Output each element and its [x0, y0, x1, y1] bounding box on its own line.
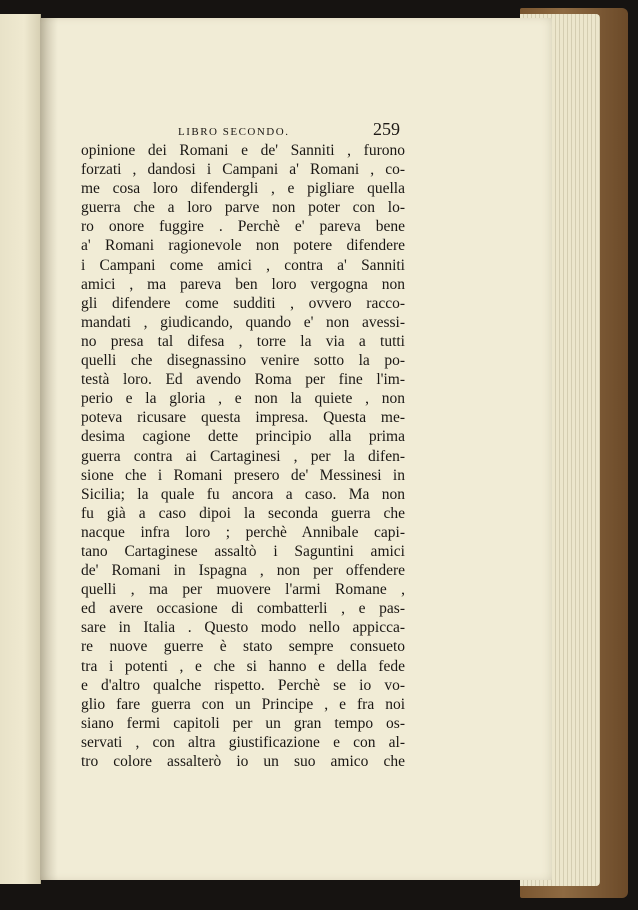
text-line: tra i potenti , e che si hanno e della fede [81, 657, 405, 675]
text-line: servati , con altra giustificazione e con al- [81, 733, 405, 751]
text-line: re nuove guerre è stato sempre consueto [81, 638, 405, 656]
facing-page-edge [0, 14, 41, 884]
text-line: ed avere occasione di combatterli , e pas- [81, 600, 405, 618]
page-number: 259 [373, 119, 400, 139]
text-line: ro onore fuggire . Perchè e' pareva bene [81, 218, 405, 236]
page-header [178, 119, 400, 141]
text-line: opinione dei Romani e de' Sanniti , furono [81, 142, 405, 159]
text-line: a' Romani ragionevole non potere difendere [81, 237, 405, 255]
text-line: gli difendere come sudditi , ovvero racco- [81, 294, 405, 312]
text-line: fu già a caso dipoi la seconda guerra che [81, 504, 405, 522]
text-line: perio e la gloria , e non la quiete , non [81, 390, 405, 408]
text-line: quelli che disegnassino venire sotto la po- [81, 352, 405, 370]
text-line: guerra contra ai Cartaginesi , per la difen- [81, 447, 405, 465]
gutter-shadow [40, 18, 58, 880]
text-line: tano Cartaginese assaltò i Saguntini amici [81, 542, 405, 560]
text-line: me cosa loro difendergli , e pigliare quella [81, 180, 405, 198]
text-line: nacque infra loro ; perchè Annibale capi- [81, 523, 405, 541]
text-line: glio fare guerra con un Principe , e fra noi [81, 695, 405, 713]
text-line: testà loro. Ed avendo Roma per fine l'im- [81, 371, 405, 389]
body-text [81, 141, 405, 771]
text-line: siano fermi capitoli per un gran tempo os- [81, 714, 405, 732]
text-line: de' Romani in Ispagna , non per offendere [81, 562, 405, 580]
text-line: poteva ricusare questa impresa. Questa me- [81, 409, 405, 427]
text-line: i Campani come amici , contra a' Sanniti [81, 256, 405, 274]
running-head: LIBRO SECONDO. [178, 126, 290, 138]
text-line: sare in Italia . Questo modo nello appicca- [81, 619, 405, 637]
text-line: quelli , ma per muovere l'armi Romane , [81, 581, 405, 599]
text-line: no presa tal difesa , torre la via a tutti [81, 332, 405, 350]
text-line: amici , ma pareva ben loro vergogna non [81, 275, 405, 293]
text-line: e d'altro qualche rispetto. Perchè se io vo- [81, 676, 405, 694]
text-line: Sicilia; la quale fu ancora a caso. Ma non [81, 485, 405, 503]
text-line: tro colore assalterò io un suo amico che [81, 753, 405, 770]
text-line: desima cagione dette principio alla prima [81, 428, 405, 446]
text-line: sione che i Romani presero de' Messinesi in [81, 466, 405, 484]
text-line: mandati , giudicando, quando e' non avessi- [81, 313, 405, 331]
text-line: guerra che a loro parve non poter con lo- [81, 199, 405, 217]
text-line: forzati , dandosi i Campani a' Romani , co- [81, 161, 405, 179]
